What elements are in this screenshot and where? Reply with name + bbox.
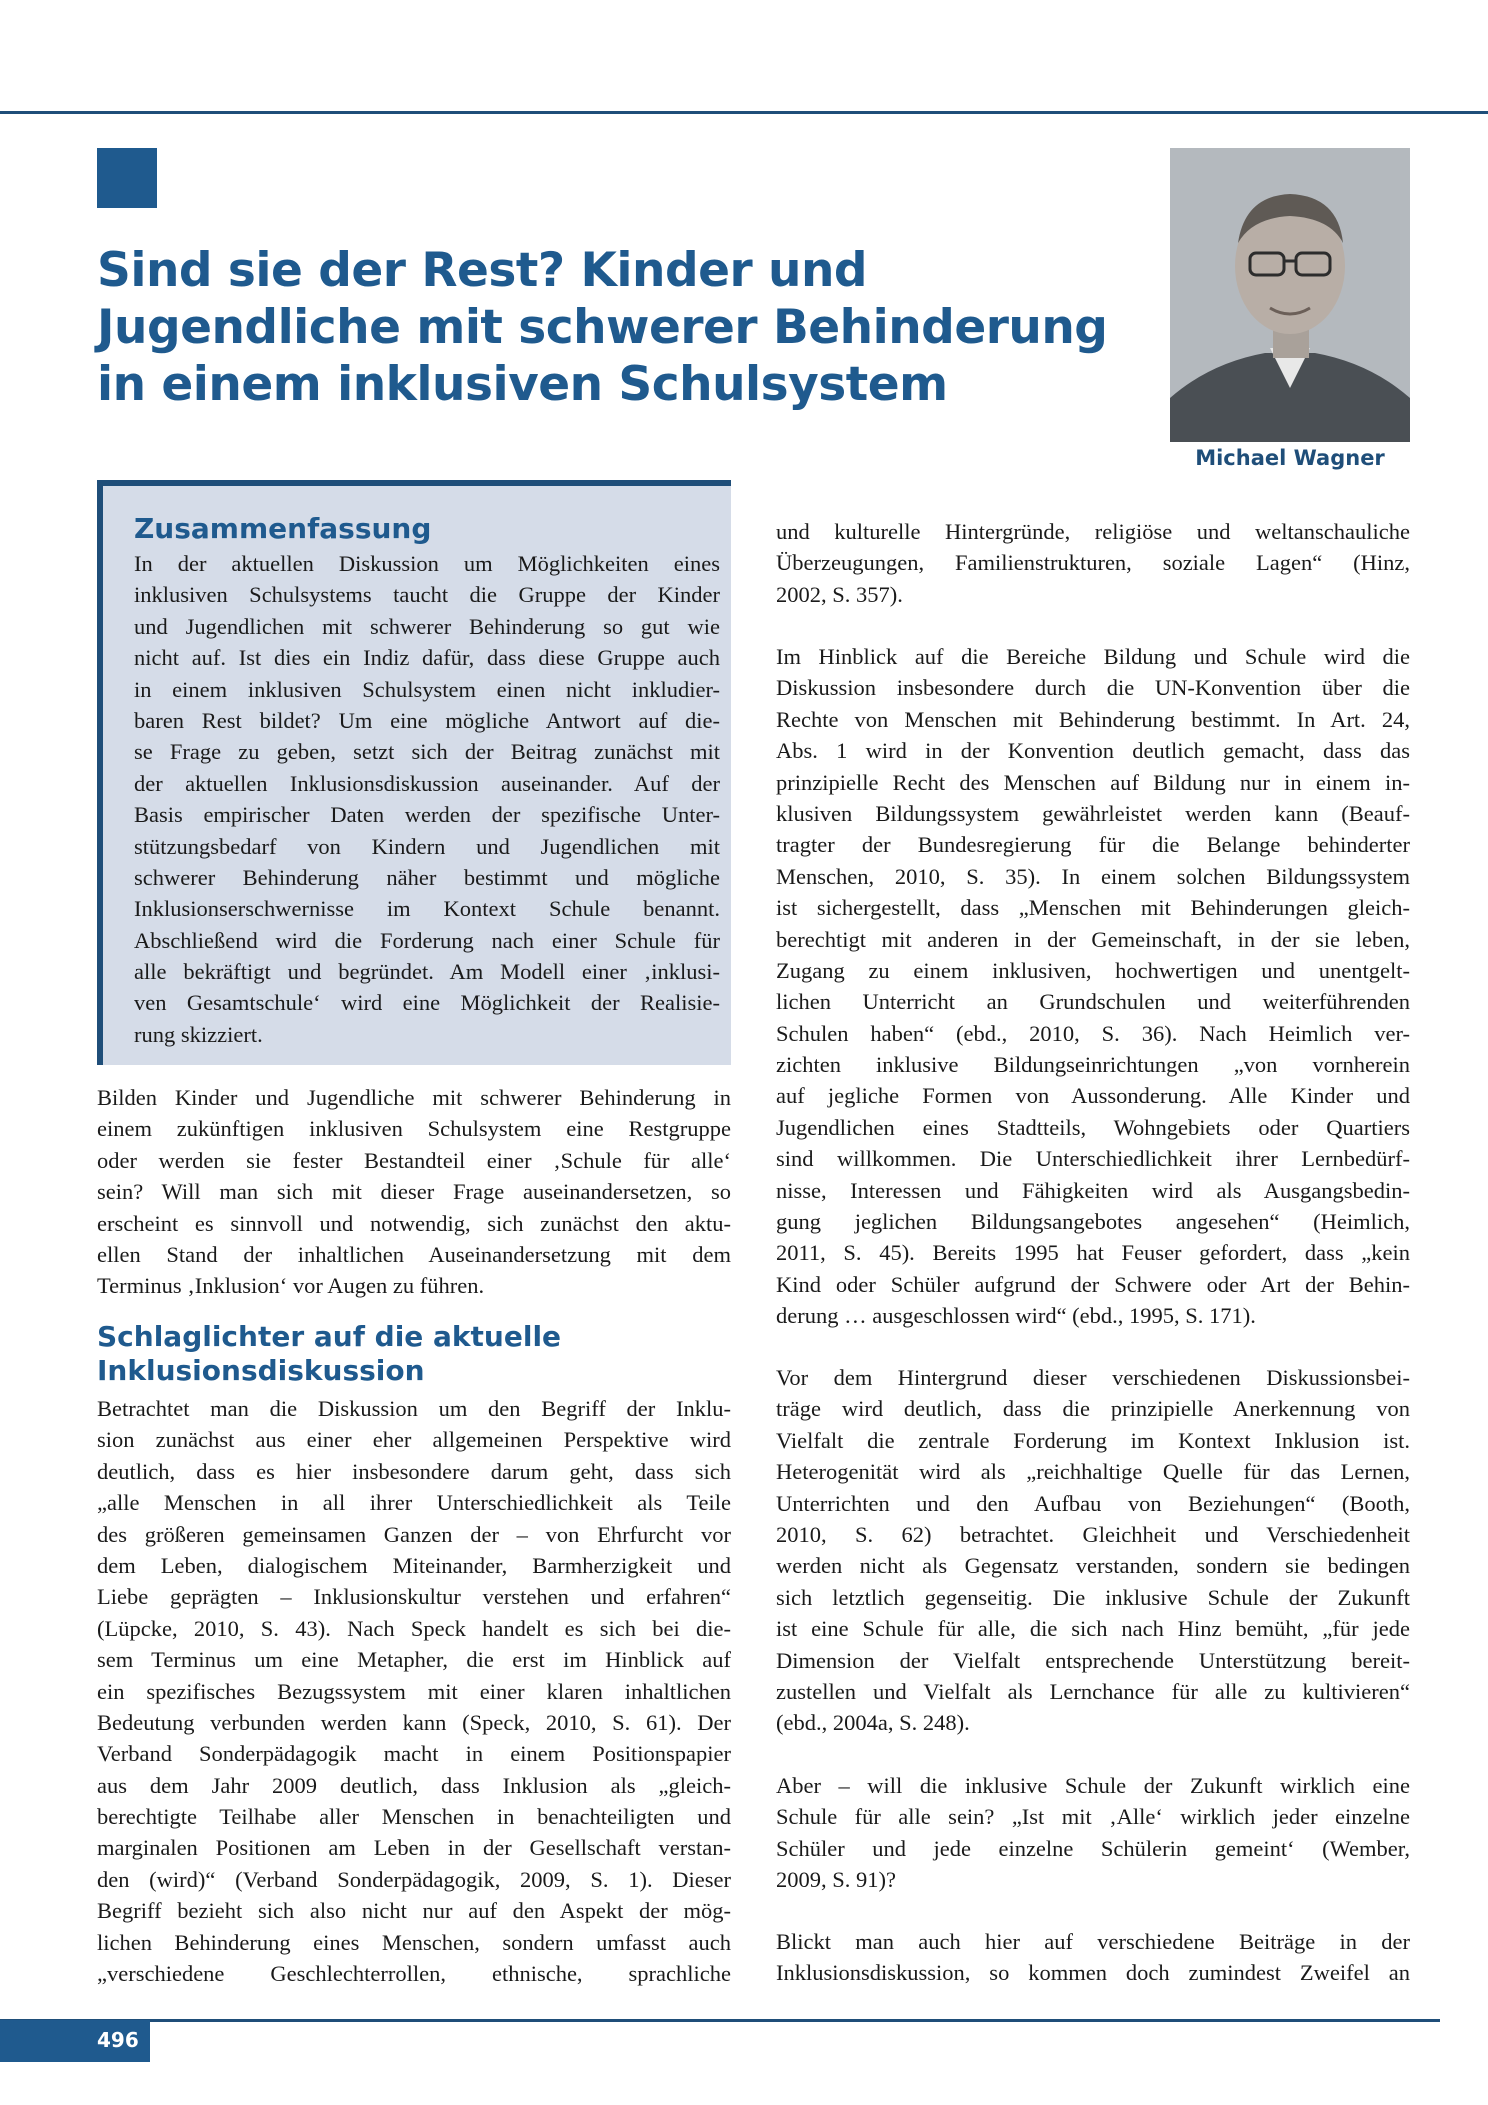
left-body-paragraph xyxy=(97,1393,731,1989)
text-line: 2002, S. 357). xyxy=(776,581,903,607)
text-line: Kind oder Schüler aufgrund der Schwere oder Art der Behin- xyxy=(776,1271,1410,1297)
title-line: Jugendliche mit schwerer Behinderung xyxy=(97,300,1108,355)
text-line: (ebd., 2004a, S. 248). xyxy=(776,1710,970,1736)
text-line: lichen Unterricht an Grundschulen und weiterführenden xyxy=(776,989,1410,1015)
right-paragraph-5 xyxy=(776,1926,1410,1989)
text-line: schwerer Behinderung näher bestimmt und mögliche xyxy=(134,864,720,890)
text-line: ellen Stand der inhaltlichen Auseinandersetzung mit dem xyxy=(97,1241,731,1267)
text-line: derung … ausgeschlossen wird“ (ebd., 1995, S. 171). xyxy=(776,1303,1256,1329)
text-line: den (wird)“ (Verband Sonderpädagogik, 2009, S. 1). Dieser xyxy=(97,1866,731,1892)
text-line: In der aktuellen Diskussion um Möglichkeiten eines xyxy=(134,551,720,576)
text-line: des größeren gemeinsamen Ganzen der – von Ehrfurcht vor xyxy=(97,1521,731,1547)
text-line: inklusiven Schulsystems taucht die Gruppe der Kinder xyxy=(134,582,720,608)
top-rule xyxy=(0,111,1488,114)
abstract-box xyxy=(97,480,731,1065)
right-paragraph-4 xyxy=(776,1770,1410,1896)
text-line: „alle Menschen in all ihrer Unterschiedlichkeit als Teile xyxy=(97,1490,731,1516)
abstract-text xyxy=(134,548,720,1050)
text-line: Bedeutung verbunden werden kann (Speck, 2010, S. 61). Der xyxy=(97,1709,731,1735)
text-line: Inklusionserschwernisse im Kontext Schule benannt. xyxy=(134,896,720,922)
text-line: Terminus ‚Inklusion‘ vor Augen zu führen. xyxy=(97,1273,485,1299)
section-heading-line: Inklusionsdiskussion xyxy=(97,1354,425,1387)
text-line: nicht auf. Ist dies ein Indiz dafür, dass diese Gruppe auch xyxy=(134,645,720,671)
text-line: träge wird deutlich, dass die prinzipielle Anerkennung von xyxy=(776,1396,1410,1422)
text-line: klusiven Bildungssystem gewährleistet werden kann (Beauf- xyxy=(776,800,1410,826)
text-line: auf jegliche Formen von Aussonderung. Alle Kinder und xyxy=(776,1083,1410,1109)
text-line: in einem inklusiven Schulsystem einen nicht inkludier- xyxy=(134,676,720,702)
text-line: ist eine Schule für alle, die sich nach Hinz bemüht, „für jede xyxy=(776,1616,1410,1642)
text-line: dem Leben, dialogischem Miteinander, Barmherzigkeit und xyxy=(97,1552,731,1578)
text-line: Überzeugungen, Familienstrukturen, soziale Lagen“ (Hinz, xyxy=(776,550,1410,576)
text-line: Aber – will die inklusive Schule der Zukunft wirklich eine xyxy=(776,1773,1410,1798)
section-marker-square xyxy=(97,148,157,208)
text-line: „verschiedene Geschlechterrollen, ethnische, sprachliche xyxy=(97,1961,731,1987)
text-line: aus dem Jahr 2009 deutlich, dass Inklusion als „gleich- xyxy=(97,1772,731,1798)
text-line: Abs. 1 wird in der Konvention deutlich gemacht, dass das xyxy=(776,738,1410,764)
text-line: se Frage zu geben, setzt sich der Beitrag zunächst mit xyxy=(134,739,720,765)
text-line: Basis empirischer Daten werden der spezifische Unter- xyxy=(134,802,720,828)
text-line: sein? Will man sich mit dieser Frage auseinandersetzen, so xyxy=(97,1179,731,1205)
article-title xyxy=(97,242,1127,413)
text-line: werden nicht als Gegensatz verstanden, sondern sie bedingen xyxy=(776,1553,1410,1579)
right-paragraph-2 xyxy=(776,641,1410,1332)
text-line: 2011, S. 45). Bereits 1995 hat Feuser gefordert, dass „kein xyxy=(776,1240,1410,1266)
text-line: deutlich, dass es hier insbesondere darum geht, dass sich xyxy=(97,1458,731,1484)
title-line: in einem inklusiven Schulsystem xyxy=(97,357,948,412)
text-line: Heterogenität wird als „reichhaltige Quelle für das Lernen, xyxy=(776,1459,1410,1485)
text-line: Rechte von Menschen mit Behinderung bestimmt. In Art. 24, xyxy=(776,706,1410,732)
right-paragraph-3 xyxy=(776,1362,1410,1739)
text-line: 2009, S. 91)? xyxy=(776,1867,896,1893)
text-line: (Lüpcke, 2010, S. 43). Nach Speck handelt es sich bei die- xyxy=(97,1615,731,1641)
text-line: Begriff bezieht sich also nicht nur auf den Aspekt der mög- xyxy=(97,1898,731,1924)
text-line: 2010, S. 62) betrachtet. Gleichheit und Verschiedenheit xyxy=(776,1521,1410,1547)
abstract-heading: Zusammenfassung xyxy=(134,512,432,545)
page-number: 496 xyxy=(97,2028,139,2052)
text-line: zustellen und Vielfalt als Lernchance für alle zu kultivieren“ xyxy=(776,1678,1410,1704)
title-line: Sind sie der Rest? Kinder und xyxy=(97,243,868,298)
text-line: Inklusionsdiskussion, so kommen doch zumindest Zweifel an xyxy=(776,1960,1410,1986)
text-line: und kulturelle Hintergründe, religiöse und weltanschauliche xyxy=(776,519,1410,544)
text-line: Blickt man auch hier auf verschiedene Beiträge in der xyxy=(776,1929,1410,1954)
text-line: alle bekräftigt und begründet. Am Modell einer ‚inklusi- xyxy=(134,959,720,985)
text-line: und Jugendlichen mit schwerer Behinderung so gut wie xyxy=(134,613,720,639)
author-portrait xyxy=(1170,148,1410,442)
portrait-illustration xyxy=(1170,148,1410,442)
page-number-box xyxy=(0,2020,150,2062)
text-line: Abschließend wird die Forderung nach einer Schule für xyxy=(134,927,720,953)
text-line: Vor dem Hintergrund dieser verschiedenen Diskussionsbei- xyxy=(776,1365,1410,1390)
text-line: Liebe geprägten – Inklusionskultur verstehen und erfahren“ xyxy=(97,1584,731,1610)
text-line: Menschen, 2010, S. 35). In einem solchen Bildungssystem xyxy=(776,863,1410,889)
text-line: baren Rest bildet? Um eine mögliche Antwort auf die- xyxy=(134,707,720,733)
text-line: marginalen Positionen am Leben in der Gesellschaft verstan- xyxy=(97,1835,731,1861)
text-line: zichten inklusive Bildungseinrichtungen „von vornherein xyxy=(776,1052,1410,1078)
text-line: stützungsbedarf von Kindern und Jugendlichen mit xyxy=(134,833,720,859)
text-line: sich letztlich gegenseitig. Die inklusive Schule der Zukunft xyxy=(776,1584,1410,1610)
text-line: einem zukünftigen inklusiven Schulsystem eine Restgruppe xyxy=(97,1116,731,1142)
text-line: prinzipielle Recht des Menschen auf Bildung nur in einem in- xyxy=(776,769,1410,795)
text-line: Diskussion insbesondere durch die UN-Konvention über die xyxy=(776,675,1410,701)
text-line: oder werden sie fester Bestandteil einer ‚Schule für alle‘ xyxy=(97,1147,731,1173)
text-line: ven Gesamtschule‘ wird eine Möglichkeit der Realisie- xyxy=(134,990,720,1016)
text-line: Verband Sonderpädagogik macht in einem Positionspapier xyxy=(97,1741,731,1767)
text-line: ein spezifisches Bezugssystem mit einer klaren inhaltlichen xyxy=(97,1678,731,1704)
intro-paragraph xyxy=(97,1082,731,1302)
text-line: Schüler und jede einzelne Schülerin gemeint‘ (Wember, xyxy=(776,1835,1410,1861)
text-line: gung jeglichen Bildungsangebotes angesehen“ (Heimlich, xyxy=(776,1209,1410,1235)
text-line: sion zunächst aus einer eher allgemeinen Perspektive wird xyxy=(97,1427,731,1453)
text-line: nisse, Interessen und Fähigkeiten wird als Ausgangsbedin- xyxy=(776,1177,1410,1203)
text-line: ist sichergestellt, dass „Menschen mit Behinderungen gleich- xyxy=(776,895,1410,921)
text-line: Jugendlichen eines Stadtteils, Wohngebiets oder Quartiers xyxy=(776,1114,1410,1140)
text-line: berechtigte Teilhabe aller Menschen in benachteiligten und xyxy=(97,1804,731,1830)
text-line: sem Terminus um eine Metapher, die erst im Hinblick auf xyxy=(97,1647,731,1673)
text-line: Im Hinblick auf die Bereiche Bildung und Schule wird die xyxy=(776,644,1410,669)
text-line: berechtigt mit anderen in der Gemeinschaft, in der sie leben, xyxy=(776,926,1410,952)
bottom-rule xyxy=(0,2019,1440,2022)
text-line: erscheint es sinnvoll und notwendig, sich zunächst den aktu- xyxy=(97,1210,731,1236)
section-heading xyxy=(97,1320,737,1388)
text-line: Schule für alle sein? „Ist mit ‚Alle‘ wirklich jeder einzelne xyxy=(776,1804,1410,1830)
author-caption: Michael Wagner xyxy=(1195,446,1385,470)
text-line: Unterrichten und den Aufbau von Beziehungen“ (Booth, xyxy=(776,1490,1410,1516)
section-heading-line: Schlaglichter auf die aktuelle xyxy=(97,1320,562,1353)
right-paragraph-1 xyxy=(776,516,1410,610)
text-line: Vielfalt die zentrale Forderung im Kontext Inklusion ist. xyxy=(776,1427,1410,1453)
text-line: Schulen haben“ (ebd., 2010, S. 36). Nach Heimlich ver- xyxy=(776,1020,1410,1046)
text-line: tragter der Bundesregierung für die Belange behinderter xyxy=(776,832,1410,858)
text-line: Betrachtet man die Diskussion um den Begriff der Inklu- xyxy=(97,1396,731,1421)
text-line: sind willkommen. Die Unterschiedlichkeit ihrer Lernbedürf- xyxy=(776,1146,1410,1172)
text-line: Bilden Kinder und Jugendliche mit schwerer Behinderung in xyxy=(97,1085,731,1110)
text-line: Dimension der Vielfalt entsprechende Unterstützung bereit- xyxy=(776,1647,1410,1673)
text-line: der aktuellen Inklusionsdiskussion auseinander. Auf der xyxy=(134,770,720,796)
text-line: Zugang zu einem inklusiven, hochwertigen und unentgelt- xyxy=(776,957,1410,983)
text-line: rung skizziert. xyxy=(134,1021,263,1047)
text-line: lichen Behinderung eines Menschen, sondern umfasst auch xyxy=(97,1929,731,1955)
